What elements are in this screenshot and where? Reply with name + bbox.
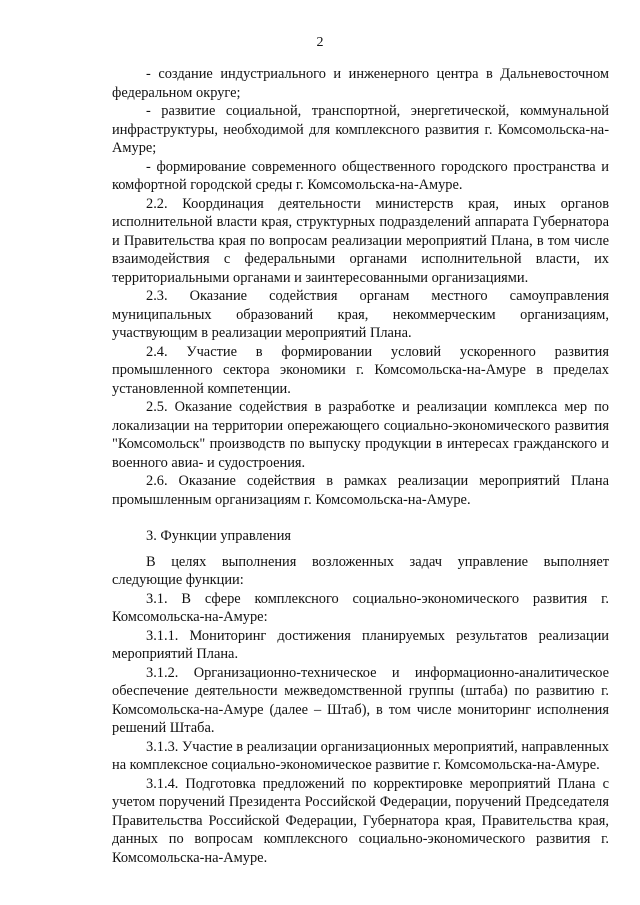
clause-3-1-2: 3.1.2. Организационно-техническое и информационно-аналитическое обеспечение деятельности межведомственной группы (штаба) по развитию г. Комсомольска-на-Амуре (далее – Штаб), в том числе мониторинг исполнения решений Штаба. [112, 664, 609, 736]
clause-2-5: 2.5. Оказание содействия в разработке и реализации комплекса мер по локализации на территории опережающего социально-экономического развития "Комсомольск" производств по выпуску продукции в интересах гражданского и военного авиа- и судостроения. [112, 399, 609, 471]
section-heading-functions: 3. Функции управления [146, 528, 292, 544]
clause-2-4: 2.4. Участие в формировании условий ускоренного развития промышленного сектора экономики г. Комсомольска-на-Амуре в пределах установленной компетенции. [112, 343, 609, 397]
page-number: 2 [316, 35, 324, 50]
clause-3-1-3: 3.1.3. Участие в реализации организационных мероприятий, направленных на комплексное социально-экономическое развитие г. Комсомольска-на-Амуре. [112, 738, 609, 773]
list-item-infrastructure: - развитие социальной, транспортной, энергетической, коммунальной инфраструктуры, необходимой для комплексного развития г. Комсомольска-на-Амуре; [112, 103, 609, 156]
clause-2-6: 2.6. Оказание содействия в рамках реализации мероприятий Плана промышленным организациям г. Комсомольска-на-Амуре. [112, 473, 609, 508]
document-body [112, 65, 609, 867]
list-item-urban-space: - формирование современного общественного городского пространства и комфортной городской среды г. Комсомольска-на-Амуре. [112, 158, 609, 193]
clause-2-3: 2.3. Оказание содействия органам местного самоуправления муниципальных образований края, некоммерческим организациям, участвующим в реализации мероприятий Плана. [112, 288, 609, 341]
clause-3-1: 3.1. В сфере комплексного социально-экономического развития г. Комсомольска-на-Амуре: [112, 590, 609, 625]
clause-2-2: 2.2. Координация деятельности министерств края, иных органов исполнительной власти края, структурных подразделений аппарата Губернатора и Правительства края по вопросам реализации мероприятий Плана, в том числе взаимодействия с федеральными органами исполнительной власти, их территориальными органами и заинтересованными организациями. [112, 195, 609, 286]
list-item-industrial-center: - создание индустриального и инженерного центра в Дальневосточном федеральном округе; [112, 66, 609, 101]
functions-intro: В целях выполнения возложенных задач управление выполняет следующие функции: [112, 553, 609, 588]
clause-3-1-1: 3.1.1. Мониторинг достижения планируемых результатов реализации мероприятий Плана. [112, 627, 609, 662]
clause-3-1-4: 3.1.4. Подготовка предложений по корректировке мероприятий Плана с учетом поручений Президента Российской Федерации, поручений Председателя Правительства Российской Федерации, Губернатора края, Правительства края, данных по вопросам комплексного социально-экономического развития г. Комсомольска-на-Амуре. [112, 775, 609, 866]
